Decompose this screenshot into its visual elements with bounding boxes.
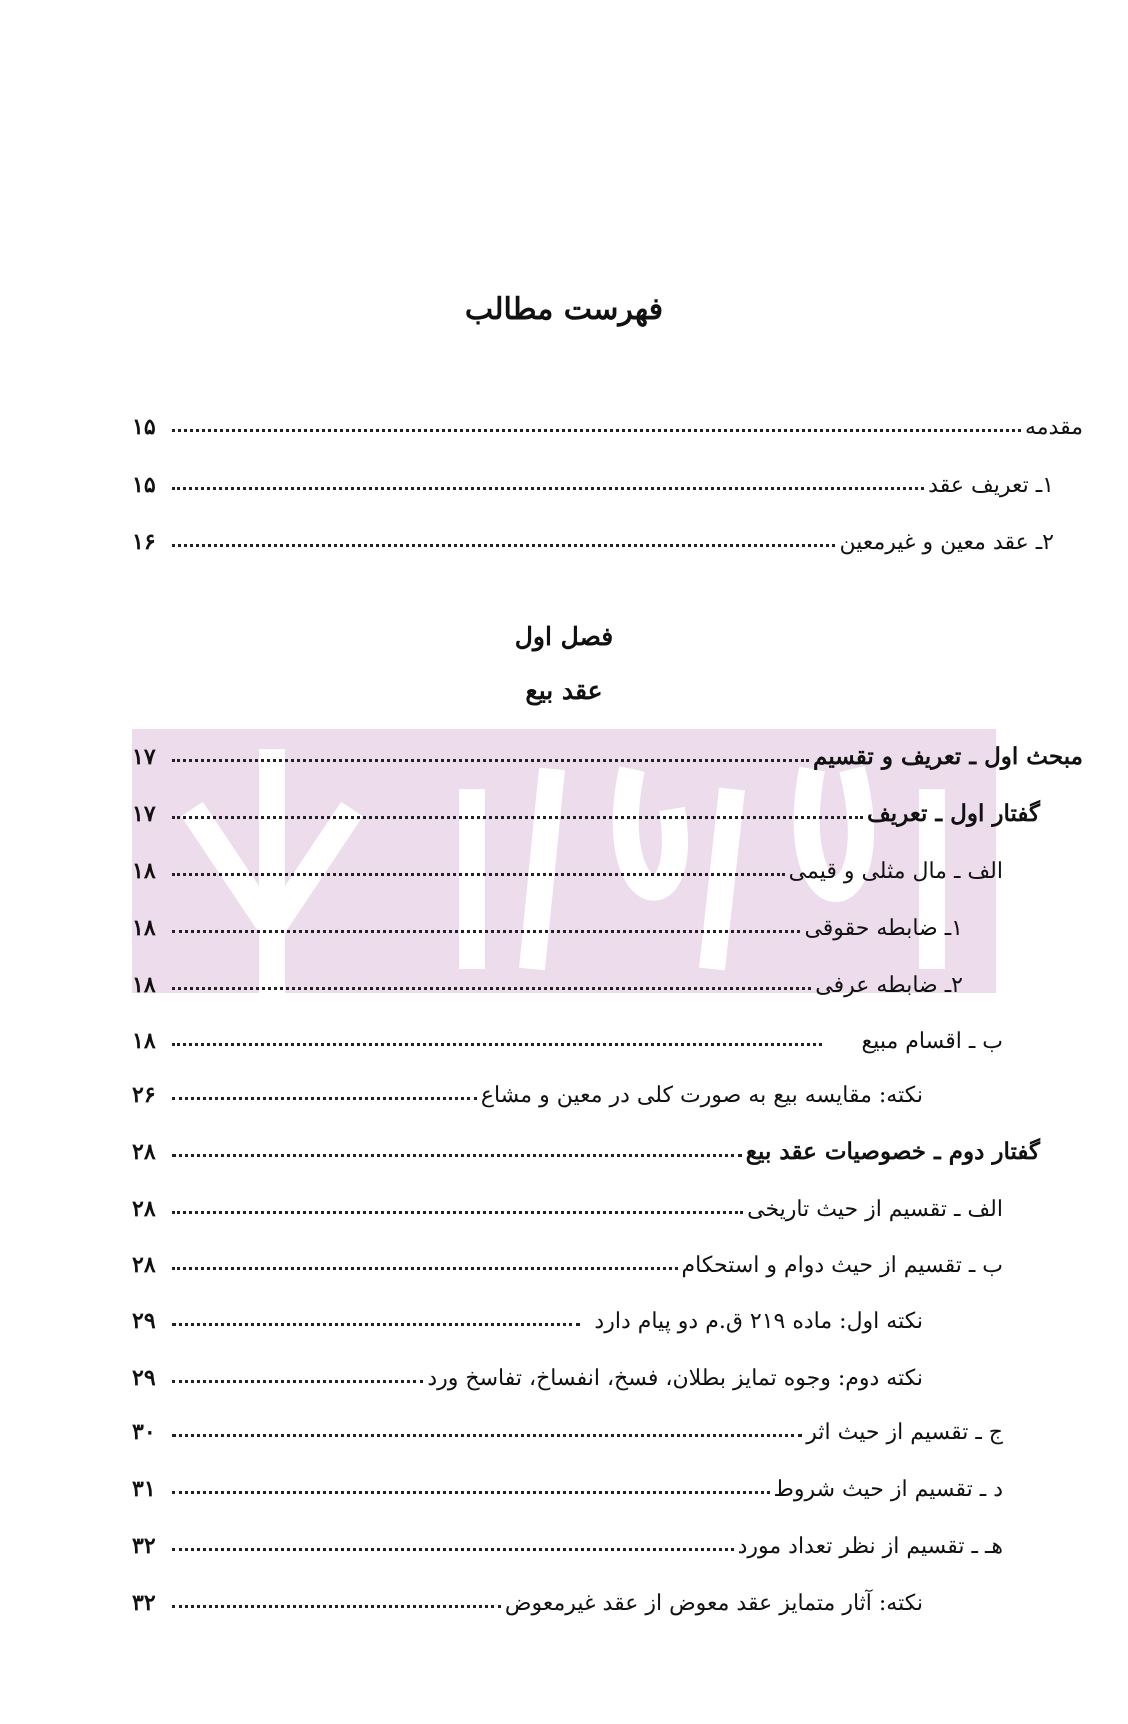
toc-text: الف ـ تقسیم از حیث تاریخی: [747, 1197, 1003, 1222]
toc-text: ۱ـ ضابطه حقوقی: [804, 916, 963, 941]
toc-row[interactable]: [132, 1462, 1003, 1502]
toc-text: الف ـ مال مثلی و قیمی: [788, 859, 1003, 884]
dot-leader: [172, 1267, 678, 1270]
dot-leader: [172, 487, 924, 490]
toc-text: د ـ تقسیم از حیث شروط: [773, 1477, 1003, 1502]
page-number: ۳۱: [132, 1476, 156, 1502]
dot-leader: [172, 544, 835, 547]
toc-row[interactable]: [132, 1519, 1003, 1559]
page-number: ۱۵: [132, 472, 156, 498]
page-number: ۱۸: [132, 972, 156, 998]
toc-text: مبحث اول ـ تعریف و تقسیم: [813, 743, 1083, 770]
toc-row[interactable]: [132, 458, 1054, 498]
dot-leader: [172, 1043, 822, 1046]
toc-row[interactable]: [132, 1576, 923, 1616]
toc-text: هـ ـ تقسیم از نظر تعداد مورد: [737, 1534, 1003, 1559]
toc-row[interactable]: [132, 1238, 1003, 1278]
toc-text: گفتار دوم ـ خصوصیات عقد بیع: [745, 1138, 1040, 1165]
toc-text: گفتار اول ـ تعریف: [866, 800, 1040, 827]
toc-row[interactable]: [132, 787, 1040, 827]
toc-text: نکته: مقایسه بیع به صورت کلی در معین و مشاع: [480, 1083, 923, 1108]
dot-leader: [172, 987, 811, 990]
page-number: ۲۹: [132, 1365, 156, 1391]
dot-leader: [172, 1548, 734, 1551]
page-number: ۲۸: [132, 1139, 156, 1165]
toc-row[interactable]: [132, 1405, 1003, 1445]
toc-text: نکته: آثار متمایز عقد معوض از عقد غیرمعوض: [504, 1591, 923, 1616]
dot-leader: [172, 1380, 423, 1383]
toc-text: نکته اول: ماده ۲۱۹ ق.م دو پیام دارد: [594, 1309, 923, 1334]
dot-leader: [172, 1323, 580, 1326]
dot-leader: [172, 816, 863, 819]
toc-row[interactable]: [132, 1068, 923, 1108]
page-number: ۱۸: [132, 915, 156, 941]
toc-row[interactable]: [132, 901, 963, 941]
toc-text: ۲ـ ضابطه عرفی: [815, 973, 963, 998]
dot-leader: [172, 1154, 742, 1157]
dot-leader: [172, 759, 809, 762]
toc-text: مقدمه: [1024, 415, 1083, 440]
toc-text: ب ـ اقسام مبیع: [861, 1029, 1003, 1054]
page-number: ۱۷: [132, 801, 156, 827]
toc-row[interactable]: [132, 1182, 1003, 1222]
page-number: ۱۶: [132, 529, 156, 555]
page-number: ۱۵: [132, 414, 156, 440]
toc-text: ب ـ تقسیم از حیث دوام و استحکام: [681, 1253, 1003, 1278]
dot-leader: [172, 429, 1021, 432]
toc-row[interactable]: [132, 515, 1054, 555]
dot-leader: [172, 1491, 770, 1494]
toc-row[interactable]: [132, 1014, 1003, 1054]
toc-row[interactable]: [132, 958, 963, 998]
page-number: ۲۶: [132, 1082, 156, 1108]
page-number: ۱۸: [132, 1028, 156, 1054]
toc-text: ۱ـ تعریف عقد: [928, 473, 1054, 498]
dot-leader: [172, 1434, 802, 1437]
toc-row[interactable]: [132, 844, 1003, 884]
toc-row[interactable]: [132, 1125, 1040, 1165]
page-number: ۳۰: [132, 1419, 156, 1445]
dot-leader: [172, 1211, 743, 1214]
dot-leader: [172, 1605, 501, 1608]
page-number: ۱۷: [132, 744, 156, 770]
toc-row[interactable]: [132, 1294, 923, 1334]
page-number: ۳۲: [132, 1590, 156, 1616]
dot-leader: [172, 873, 785, 876]
toc-row[interactable]: [132, 730, 1083, 770]
toc-row[interactable]: [132, 1351, 923, 1391]
page-number: ۳۲: [132, 1533, 156, 1559]
dot-leader: [172, 1097, 477, 1100]
page-title: فهرست مطالب: [464, 292, 664, 327]
page-number: ۲۹: [132, 1308, 156, 1334]
chapter-label: فصل اول: [514, 622, 614, 651]
toc-text: نکته دوم: وجوه تمایز بطلان، فسخ، انفساخ، تفاسخ ورد: [427, 1366, 923, 1391]
page-number: ۱۸: [132, 858, 156, 884]
page-number: ۲۸: [132, 1196, 156, 1222]
toc-text: ۲ـ عقد معین و غیرمعین: [839, 530, 1054, 555]
page-number: ۲۸: [132, 1252, 156, 1278]
toc-row[interactable]: [132, 400, 1083, 440]
dot-leader: [172, 930, 800, 933]
chapter-name: عقد بیع: [525, 676, 603, 705]
toc-text: ج ـ تقسیم از حیث اثر: [806, 1420, 1003, 1445]
